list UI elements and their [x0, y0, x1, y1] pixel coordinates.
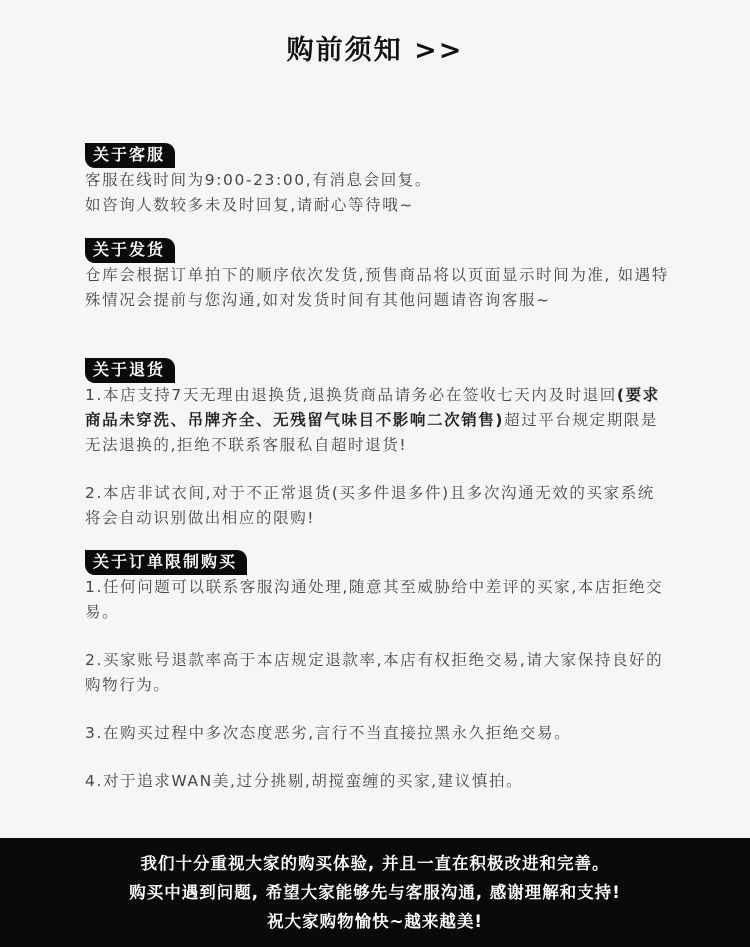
limits-item-3: 3.在购买过程中多次态度恶劣,言行不当直接拉黑永久拒绝交易。: [85, 724, 572, 742]
service-wait-text: 如咨询人数较多未及时回复,请耐心等待哦~: [85, 196, 414, 214]
limits-item-4: 4.对于追求WAN美,过分挑剔,胡搅蛮缠的买家,建议慎拍。: [85, 772, 524, 790]
returns-abuse-text: 2.本店非试衣间,对于不正常退货(买多件退多件)且多次沟通无效的买家系统将会自动识别做出相应的限购!: [85, 484, 655, 527]
page-title: 购前须知 >>: [286, 35, 464, 66]
limits-item-2: 2.买家账号退款率高于本店规定退款率,本店有权拒绝交易,请大家保持良好的购物行为。: [85, 651, 664, 694]
section-tag: 关于订单限制购买: [85, 550, 247, 575]
footer-line-3: 祝大家购物愉快~越来越美!: [267, 912, 483, 931]
returns-conditions: (要求商品未穿洗、吊牌齐全、无残留气味目不影响二次销售): [85, 386, 660, 429]
section-service: [85, 143, 670, 218]
section-tag: 关于退货: [85, 358, 175, 383]
footer-line-2: 购买中遇到问题, 希望大家能够先与客服沟通, 感谢理解和支持!: [129, 883, 621, 902]
limits-item-1: 1.任何问题可以联系客服沟通处理,随意其至威胁给中差评的买家,本店拒绝交易。: [85, 578, 664, 621]
service-hours-text: 客服在线时间为9:00-23:00,有消息会回复。: [85, 171, 432, 189]
section-tag: 关于客服: [85, 143, 175, 168]
returns-policy-text: [85, 383, 670, 458]
section-returns: [85, 358, 670, 531]
section-tag: 关于发货: [85, 238, 175, 263]
section-limits: [85, 550, 670, 794]
shipping-text: 仓库会根据订单拍下的顺序依次发货,预售商品将以页面显示时间为准, 如遇特殊情况会提前与您沟通,如对发货时间有其他问题请咨询客服~: [85, 266, 669, 309]
returns-policy-part: 超过平台规定期限是无法退换的,拒绝不联系客服私自超时退货!: [85, 411, 658, 454]
section-shipping: [85, 238, 670, 313]
footer-line-1: 我们十分重视大家的购买体验, 并且一直在积极改进和完善。: [140, 854, 610, 873]
footer-banner: [0, 838, 750, 947]
returns-policy-part: 1.本店支持7天无理由退换货,退换货商品请务必在签收七天内及时退回: [85, 386, 617, 404]
